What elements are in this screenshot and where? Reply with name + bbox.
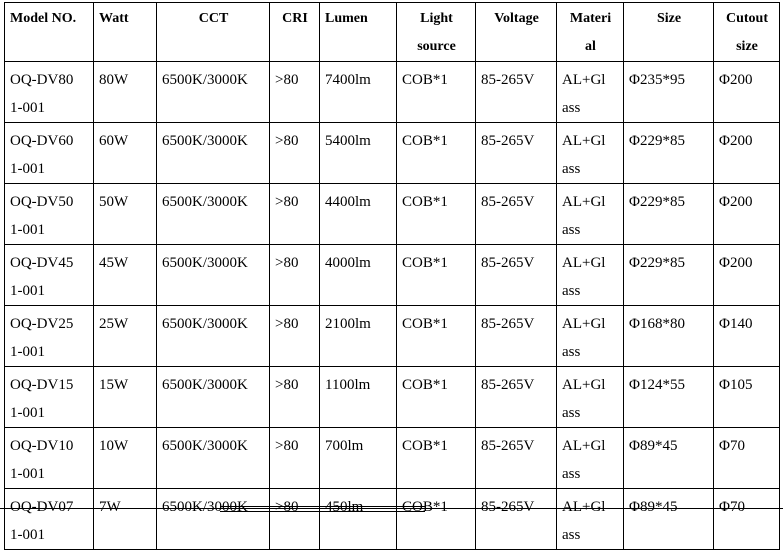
cell-cri: >80	[270, 428, 320, 489]
cell-watt: 50W	[94, 184, 157, 245]
cell-cct: 6500K/3000K	[157, 62, 270, 123]
cell-lumen: 7400lm	[320, 62, 397, 123]
cell-size: Φ229*85	[624, 123, 714, 184]
header-voltage: Voltage	[476, 3, 557, 62]
cell-voltage: 85-265V	[476, 245, 557, 306]
table-row	[5, 245, 780, 306]
cell-model: OQ-DV45 1-001	[5, 245, 94, 306]
cell-cutout-size: Φ200	[714, 62, 780, 123]
cell-watt: 60W	[94, 123, 157, 184]
table-row	[5, 489, 780, 550]
header-cct: CCT	[157, 3, 270, 62]
cell-cri: >80	[270, 62, 320, 123]
cell-lumen: 450lm	[320, 489, 397, 550]
header-row	[5, 3, 780, 62]
header-model: Model NO.	[5, 3, 94, 62]
cell-light-source: COB*1	[397, 62, 476, 123]
header-size: Size	[624, 3, 714, 62]
cell-material: AL+Gl ass	[557, 184, 624, 245]
cell-material: AL+Gl ass	[557, 428, 624, 489]
cell-cri: >80	[270, 184, 320, 245]
cell-cct: 6500K/3000K	[157, 428, 270, 489]
cell-cutout-size: Φ70	[714, 428, 780, 489]
cell-voltage: 85-265V	[476, 184, 557, 245]
cell-material: AL+Gl ass	[557, 62, 624, 123]
cell-cct: 6500K/3000K	[157, 367, 270, 428]
cell-watt: 10W	[94, 428, 157, 489]
cell-voltage: 85-265V	[476, 123, 557, 184]
cell-voltage: 85-265V	[476, 428, 557, 489]
header-lumen: Lumen	[320, 3, 397, 62]
header-watt: Watt	[94, 3, 157, 62]
header-cri: CRI	[270, 3, 320, 62]
cell-size: Φ168*80	[624, 306, 714, 367]
cell-model: OQ-DV50 1-001	[5, 184, 94, 245]
cell-cri: >80	[270, 306, 320, 367]
cell-size: Φ124*55	[624, 367, 714, 428]
cell-material: AL+Gl ass	[557, 123, 624, 184]
cell-cct: 6500K/3000K	[157, 489, 270, 550]
cell-voltage: 85-265V	[476, 367, 557, 428]
cell-light-source: COB*1	[397, 123, 476, 184]
cell-model: OQ-DV80 1-001	[5, 62, 94, 123]
table-body	[5, 62, 780, 550]
cell-watt: 80W	[94, 62, 157, 123]
cell-lumen: 700lm	[320, 428, 397, 489]
header-cutout-size: Cutout size	[714, 3, 780, 62]
cell-lumen: 4000lm	[320, 245, 397, 306]
cell-watt: 15W	[94, 367, 157, 428]
cell-lumen: 2100lm	[320, 306, 397, 367]
cell-lumen: 1100lm	[320, 367, 397, 428]
cell-size: Φ89*45	[624, 489, 714, 550]
cell-cct: 6500K/3000K	[157, 184, 270, 245]
cell-size: Φ235*95	[624, 62, 714, 123]
table-row	[5, 123, 780, 184]
cell-cri: >80	[270, 367, 320, 428]
cell-size: Φ229*85	[624, 184, 714, 245]
cell-cutout-size: Φ105	[714, 367, 780, 428]
table-row	[5, 62, 780, 123]
cell-cct: 6500K/3000K	[157, 123, 270, 184]
cell-model: OQ-DV10 1-001	[5, 428, 94, 489]
cell-light-source: COB*1	[397, 245, 476, 306]
table-row	[5, 306, 780, 367]
cell-light-source: COB*1	[397, 184, 476, 245]
cell-lumen: 4400lm	[320, 184, 397, 245]
cell-cutout-size: Φ200	[714, 123, 780, 184]
header-light-source: Light source	[397, 3, 476, 62]
cell-material: AL+Gl ass	[557, 367, 624, 428]
cell-material: AL+Gl ass	[557, 306, 624, 367]
cell-light-source: COB*1	[397, 306, 476, 367]
cell-cri: >80	[270, 489, 320, 550]
table-row	[5, 428, 780, 489]
cell-cct: 6500K/3000K	[157, 245, 270, 306]
cell-voltage: 85-265V	[476, 489, 557, 550]
cell-cri: >80	[270, 245, 320, 306]
cell-model: OQ-DV25 1-001	[5, 306, 94, 367]
cell-cct: 6500K/3000K	[157, 306, 270, 367]
spec-table	[4, 2, 780, 550]
header-material: Materi al	[557, 3, 624, 62]
table-row	[5, 367, 780, 428]
cell-material: AL+Gl ass	[557, 245, 624, 306]
cell-material: AL+Gl ass	[557, 489, 624, 550]
page-break-mark	[220, 506, 425, 512]
cell-light-source: COB*1	[397, 489, 476, 550]
cell-cutout-size: Φ70	[714, 489, 780, 550]
cell-size: Φ89*45	[624, 428, 714, 489]
cell-watt: 7W	[94, 489, 157, 550]
cell-lumen: 5400lm	[320, 123, 397, 184]
cell-watt: 45W	[94, 245, 157, 306]
cell-light-source: COB*1	[397, 428, 476, 489]
cell-watt: 25W	[94, 306, 157, 367]
cell-model: OQ-DV60 1-001	[5, 123, 94, 184]
cell-light-source: COB*1	[397, 367, 476, 428]
cell-model: OQ-DV07 1-001	[5, 489, 94, 550]
cell-cri: >80	[270, 123, 320, 184]
cell-cutout-size: Φ140	[714, 306, 780, 367]
cell-cutout-size: Φ200	[714, 245, 780, 306]
cell-model: OQ-DV15 1-001	[5, 367, 94, 428]
cell-cutout-size: Φ200	[714, 184, 780, 245]
table-row	[5, 184, 780, 245]
cell-size: Φ229*85	[624, 245, 714, 306]
cell-voltage: 85-265V	[476, 306, 557, 367]
cell-voltage: 85-265V	[476, 62, 557, 123]
